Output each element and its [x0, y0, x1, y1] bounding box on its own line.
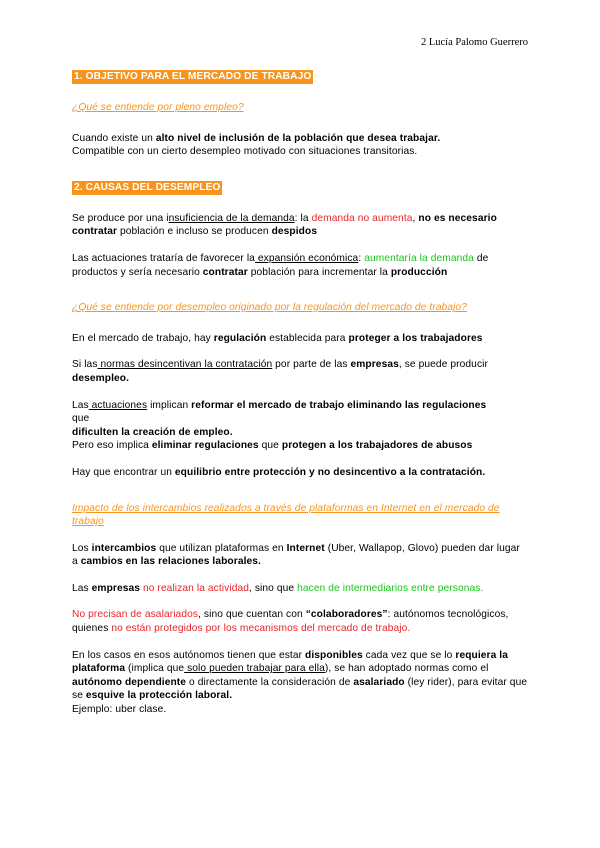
text-run: En el mercado de trabajo, hay [72, 332, 214, 344]
text-run: no es necesario contratar [72, 212, 497, 238]
text-run: , se puede producir [398, 359, 488, 371]
text-run: No precisan de asalariados [72, 609, 199, 621]
text-run: que [258, 440, 282, 452]
text-run: establecida para [266, 332, 349, 344]
text-run: reformar el mercado de trabajo eliminando las regulaciones [191, 399, 487, 411]
text-run: ), se han adoptado normas como el [324, 663, 489, 675]
text-run: , [412, 212, 419, 224]
page-header-author: 2 Lucía Palomo Guerrero [420, 37, 528, 48]
text-run: empresas [350, 359, 399, 371]
text-run: Las actuaciones trataría de favorecer la [72, 252, 255, 264]
text-run: cada vez que se lo [362, 649, 456, 661]
paragraph-pleno-empleo [72, 132, 528, 159]
question-plataformas [72, 502, 528, 529]
text-run: no están protegidos por los mecanismos del mercado de trabajo. [111, 623, 411, 635]
text-run: (ley rider), para evitar que se [72, 676, 528, 702]
text-run: Internet [286, 542, 325, 554]
paragraph-expansion-economica [72, 252, 528, 279]
text-run: ¿Qué se entiende por desempleo originado por la regulación del mercado de trabajo? [72, 302, 468, 314]
text-run: Pero eso implica [72, 440, 152, 452]
section-heading-1: 1. OBJETIVO PARA EL MERCADO DE TRABAJO [74, 71, 312, 82]
text-run: población e incluso se producen [117, 226, 272, 238]
text-run: Los [72, 542, 92, 554]
text-run: que [72, 413, 90, 425]
text-run: autónomo dependiente [72, 676, 187, 688]
text-run: , sino que [249, 582, 298, 594]
text-run: demanda no aumenta [311, 212, 413, 224]
text-run: disponibles [305, 649, 363, 661]
text-run: , sino que cuentan con [198, 609, 306, 621]
paragraph-normas [72, 358, 528, 385]
text-run: cambios en las relaciones laborales. [80, 556, 261, 568]
text-run: intercambios [91, 542, 157, 554]
text-run: eliminar regulaciones [151, 440, 259, 452]
text-run: normas desincentivan la contratación [97, 359, 273, 371]
text-run: Hay que encontrar un [72, 466, 175, 478]
text-run: alto nivel de inclusión de la población que desea trabajar. [155, 132, 441, 144]
text-run: Impacto de los intercambios realizados a través de plataformas en Internet en el mercado de trabajo [72, 502, 500, 528]
text-run: Si las [72, 359, 98, 371]
text-run: hacen de intermediarios entre personas. [297, 582, 484, 594]
paragraph-equilibrio [72, 466, 528, 480]
text-run: población para incrementar la [247, 266, 391, 278]
section-heading-2: 2. CAUSAS DEL DESEMPLEO [74, 181, 221, 193]
text-run: o directamente la consideración de [186, 676, 354, 688]
text-run: : [358, 252, 365, 264]
text-run: En los casos en esos autónomos tienen que estar [72, 649, 306, 661]
text-run: ¿Qué se entiende por pleno empleo? [72, 102, 244, 113]
text-run: dificulten la creación de empleo. [72, 426, 233, 438]
text-run: asalariado [353, 676, 405, 688]
text-run: contratar [202, 266, 248, 278]
text-run: nsuficiencia de la demanda [168, 212, 295, 224]
paragraph-colaboradores [72, 608, 528, 635]
text-run: empresas [91, 582, 141, 594]
question-pleno-empleo [72, 101, 528, 115]
text-run: actuaciones [88, 399, 148, 411]
text-run: solo pueden trabajar para ella [184, 663, 325, 675]
text-run: : la [294, 212, 312, 224]
text-run: esquive la protección laboral. [85, 690, 233, 702]
paragraph-regulacion [72, 332, 528, 346]
document-body [72, 70, 528, 717]
text-run: implican [147, 399, 192, 411]
text-run: aumentaría la demanda [364, 252, 474, 264]
text-run: protegen a los trabajadores de abusos [281, 440, 473, 452]
text-run: Cuando existe un [72, 132, 156, 144]
text-run: (Uber, Wallapop, Glovo) pueden dar lugar a [72, 542, 520, 568]
text-run: proteger a los trabajadores [348, 332, 483, 344]
paragraph-autonomos [72, 649, 528, 717]
text-run: regulación [213, 332, 267, 344]
text-run: : autónomos tecnológicos, quienes [72, 609, 509, 635]
text-run: Las [72, 582, 92, 594]
text-run: “colaboradores” [305, 609, 388, 621]
paragraph-insuficiencia-demanda [72, 212, 528, 239]
text-run: producción [390, 266, 448, 278]
text-run: equilibrio entre protección y no desincentivo a la contratación. [174, 466, 486, 478]
text-run: requiera la plataforma [72, 649, 509, 675]
text-run: expansión económica [254, 252, 359, 264]
text-run: que utilizan plataformas en [156, 542, 287, 554]
paragraph-actuaciones [72, 399, 528, 453]
text-run: (implica que [125, 663, 185, 675]
text-run: despidos [271, 226, 318, 238]
text-run: no realizan la actividad [140, 582, 249, 594]
text-run: por parte de las [272, 359, 351, 371]
text-run: Las [72, 399, 89, 411]
text-run: de productos y sería necesario [72, 252, 489, 278]
text-run: desempleo. [72, 372, 130, 384]
paragraph-empresas [72, 582, 528, 596]
text-run: Se produce por una i [72, 212, 169, 224]
text-run: Compatible con un cierto desempleo motivado con situaciones transitorias. [72, 146, 418, 158]
text-run: Ejemplo: uber clase. [72, 704, 167, 716]
paragraph-intercambios [72, 542, 528, 569]
question-regulacion [72, 301, 528, 315]
